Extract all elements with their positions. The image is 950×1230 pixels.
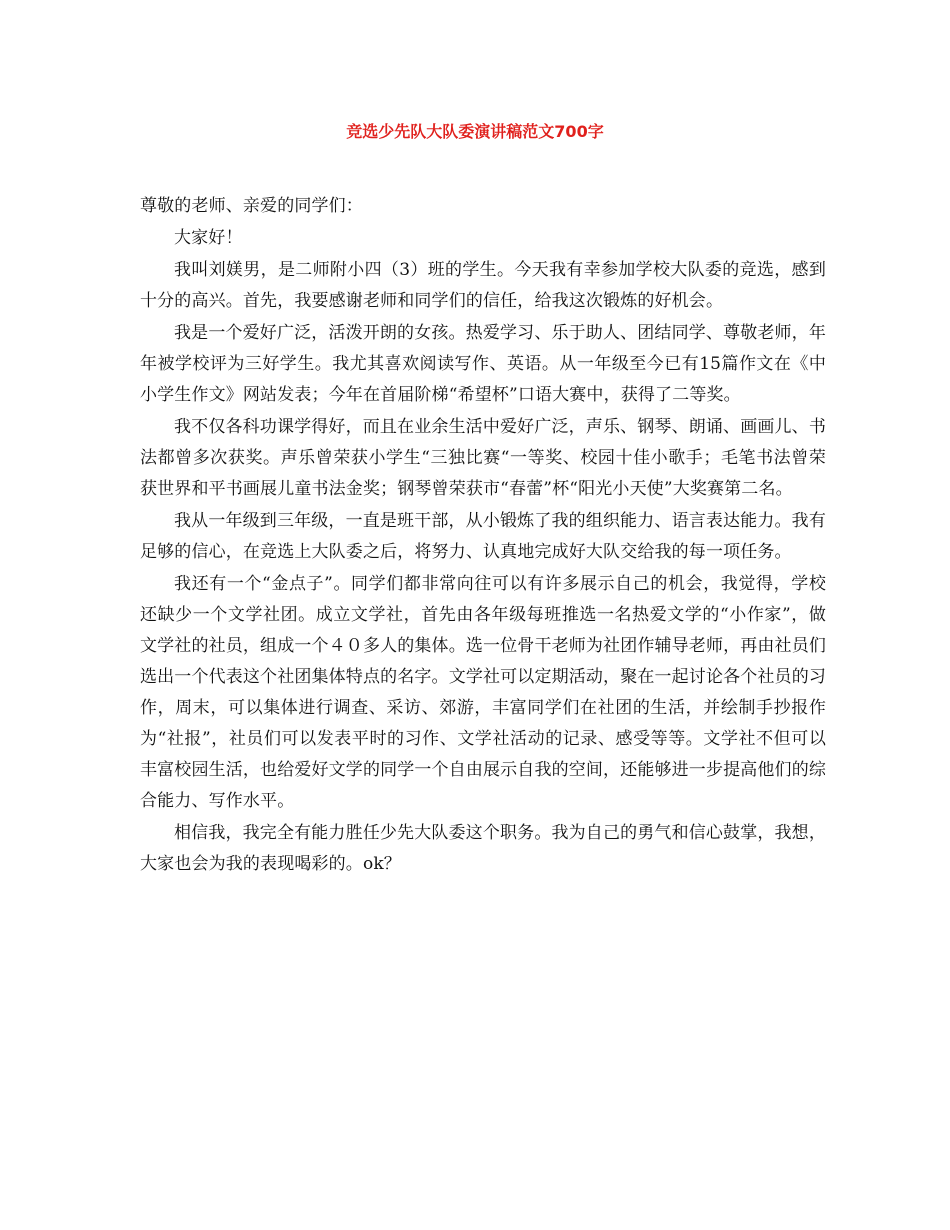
document-body (140, 191, 826, 881)
paragraph-proposal: 我还有一个“金点子”。同学们都非常向往可以有许多展示自己的机会，我觉得，学校还缺少一个文学社团。成立文学社，首先由各年级每班推选一名热爱文学的“小作家”，做文学社的社员，组成一个４０多人的集体。选一位骨干老师为社团作辅导老师，再由社员们选出一个代表这个社团集体特点的名字。文学社可以定期活动，聚在一起讨论各个社员的习作，周末，可以集体进行调查、采访、郊游，丰富同学们在社团的生活，并绘制手抄报作为“社报”，社员们可以发表平时的习作、文学社活动的记录、感受等等。文学社不但可以丰富校园生活，也给爱好文学的同学一个自由展示自我的空间，还能够进一步提高他们的综合能力、写作水平。 (140, 574, 826, 811)
salutation: 尊敬的老师、亲爱的同学们： (140, 196, 363, 216)
paragraph-greeting: 大家好！ (174, 228, 243, 248)
paragraph-hobbies: 我不仅各科功课学得好，而且在业余生活中爱好广泛，声乐、钢琴、朗诵、画画儿、书法都曾多次获奖。声乐曾荣获小学生“三独比赛“一等奖、校园十佳小歌手；毛笔书法曾荣获世界和平书画展儿童书法金奖；钢琴曾荣获市“春蕾”杯“阳光小天使”大奖赛第二名。 (140, 417, 826, 499)
paragraph-experience: 我从一年级到三年级，一直是班干部，从小锻炼了我的组织能力、语言表达能力。我有足够的信心，在竞选上大队委之后，将努力、认真地完成好大队交给我的每一项任务。 (140, 511, 826, 562)
paragraph-introduction: 我叫刘媄男，是二师附小四（3）班的学生。今天我有幸参加学校大队委的竞选，感到十分的高兴。首先，我要感谢老师和同学们的信任，给我这次锻炼的好机会。 (140, 260, 826, 311)
paragraph-personality: 我是一个爱好广泛，活泼开朗的女孩。热爱学习、乐于助人、团结同学、尊敬老师，年年被学校评为三好学生。我尤其喜欢阅读写作、英语。从一年级至今已有15篇作文在《中小学生作文》网站发表；今年在首届阶梯“希望杯”口语大赛中，获得了二等奖。 (140, 323, 826, 405)
document-title: 竞选少先队大队委演讲稿范文700字 (346, 122, 604, 141)
paragraph-closing: 相信我，我完全有能力胜任少先大队委这个职务。我为自己的勇气和信心鼓掌，我想，大家也会为我的表现喝彩的。ok？ (140, 823, 826, 874)
